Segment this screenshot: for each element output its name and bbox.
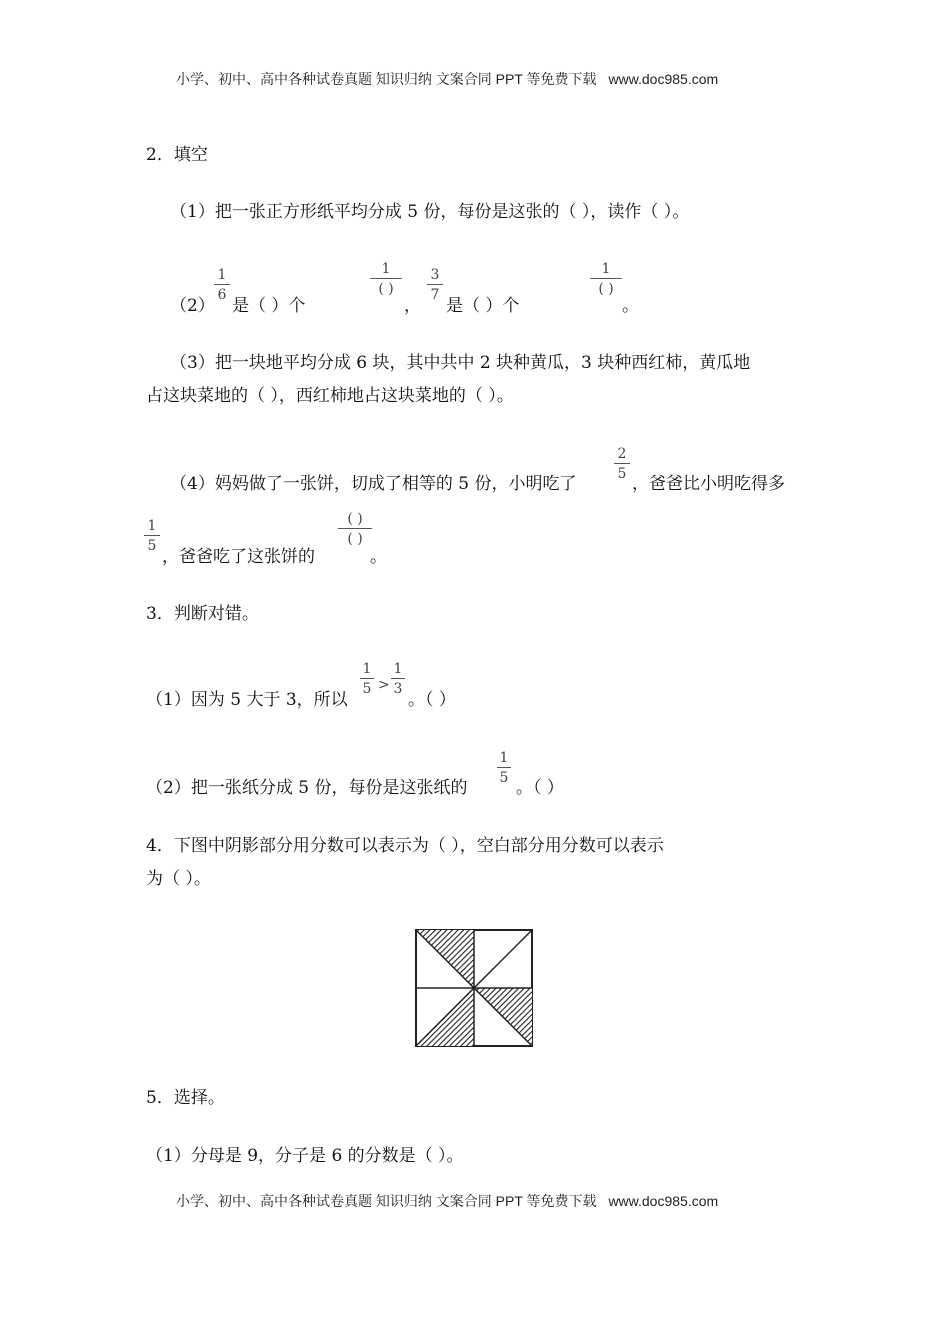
q3-p1-fraction-2 [391, 662, 405, 696]
fraction-denominator: 5 [147, 538, 157, 554]
q2-p4-line2: ，爸爸吃了这张饼的 [162, 547, 315, 567]
q3-p1-fraction-1 [360, 662, 374, 696]
fraction-denominator: 5 [499, 770, 509, 786]
q2-p4-fraction-1 [614, 447, 630, 481]
fraction-numerator: 1 [381, 261, 391, 277]
q3-p2-text: （2）把一张纸分成 5 份，每份是这张纸的 [146, 778, 468, 798]
fraction-numerator: 1 [217, 267, 227, 283]
q2-p4-fraction-3 [338, 512, 372, 546]
shaded-square-figure [414, 928, 534, 1053]
q3-p2-fraction-1 [497, 751, 511, 785]
pinwheel-square-diagram [414, 928, 534, 1048]
fraction-numerator: 3 [430, 267, 440, 283]
header-text: 小学、初中、高中各种试卷真题 知识归纳 文案合同 PPT 等免费下载 [176, 71, 597, 87]
fraction-denominator: ( ) [378, 281, 394, 297]
q2-p4-line1: （4）妈妈做了一张饼，切成了相等的 5 份，小明吃了 [170, 474, 577, 494]
fraction-numerator: 1 [499, 750, 509, 766]
q2-p4-fraction-2 [144, 519, 160, 553]
fraction-numerator: 2 [617, 446, 627, 462]
fraction-denominator: 7 [430, 287, 440, 303]
q2-title: 2．填空 [146, 145, 208, 165]
fraction-denominator: 5 [617, 466, 627, 482]
q2-p2-fraction-4 [590, 262, 622, 296]
fraction-numerator: 1 [601, 261, 611, 277]
q3-p2-end: 。（ ） [516, 778, 564, 798]
q2-p2-fraction-1 [214, 268, 230, 302]
q2-p2-fraction-3 [427, 268, 443, 302]
q4-line2: 为（ ）。 [146, 869, 211, 889]
footer-text: 小学、初中、高中各种试卷真题 知识归纳 文案合同 PPT 等免费下载 [176, 1193, 597, 1209]
page-footer [176, 1194, 718, 1208]
fraction-numerator: 1 [147, 518, 157, 534]
fraction-denominator: 6 [217, 287, 227, 303]
q5-title: 5．选择。 [146, 1088, 225, 1108]
fraction-denominator: 3 [393, 681, 403, 697]
q2-p2-text-1: 是（ ）个 [232, 296, 306, 316]
q2-p2-text-4: 。 [622, 296, 639, 316]
header-url: www.doc985.com [608, 71, 719, 87]
fraction-denominator: ( ) [598, 281, 614, 297]
page-header [176, 72, 718, 86]
q2-p2-text-3: 是（ ）个 [446, 296, 520, 316]
q2-p3-line2: 占这块菜地的（ ），西红柿地占这块菜地的（ ）。 [146, 386, 514, 406]
q3-p1-text: （1）因为 5 大于 3，所以 [146, 690, 348, 710]
q5-p1: （1）分母是 9，分子是 6 的分数是（ ）。 [146, 1146, 464, 1166]
q3-p1-end: 。（ ） [408, 690, 456, 710]
q2-p2-label: （2） [170, 296, 215, 316]
fraction-denominator: ( ) [347, 531, 363, 547]
q2-p4-line1b: ，爸爸比小明吃得多 [632, 474, 785, 494]
q2-p4-end: 。 [370, 547, 387, 567]
q2-p2-fraction-2 [370, 262, 402, 296]
fraction-numerator: 1 [362, 661, 372, 677]
footer-url: www.doc985.com [608, 1193, 719, 1209]
q2-p1: （1）把一张正方形纸平均分成 5 份，每份是这张的（ ），读作（ ）。 [170, 202, 690, 222]
fraction-numerator: ( ) [347, 511, 363, 527]
q3-title: 3．判断对错。 [146, 604, 259, 624]
q3-p1-greater-than: > [378, 677, 390, 693]
fraction-denominator: 5 [362, 681, 372, 697]
q4-line1: 4．下图中阴影部分用分数可以表示为（ ），空白部分用分数可以表示 [146, 836, 664, 856]
q2-p3-line1: （3）把一块地平均分成 6 块，其中共中 2 块种黄瓜，3 块种西红柿，黄瓜地 [170, 353, 751, 373]
fraction-numerator: 1 [393, 661, 403, 677]
q2-p2-text-2: ， [404, 296, 421, 316]
